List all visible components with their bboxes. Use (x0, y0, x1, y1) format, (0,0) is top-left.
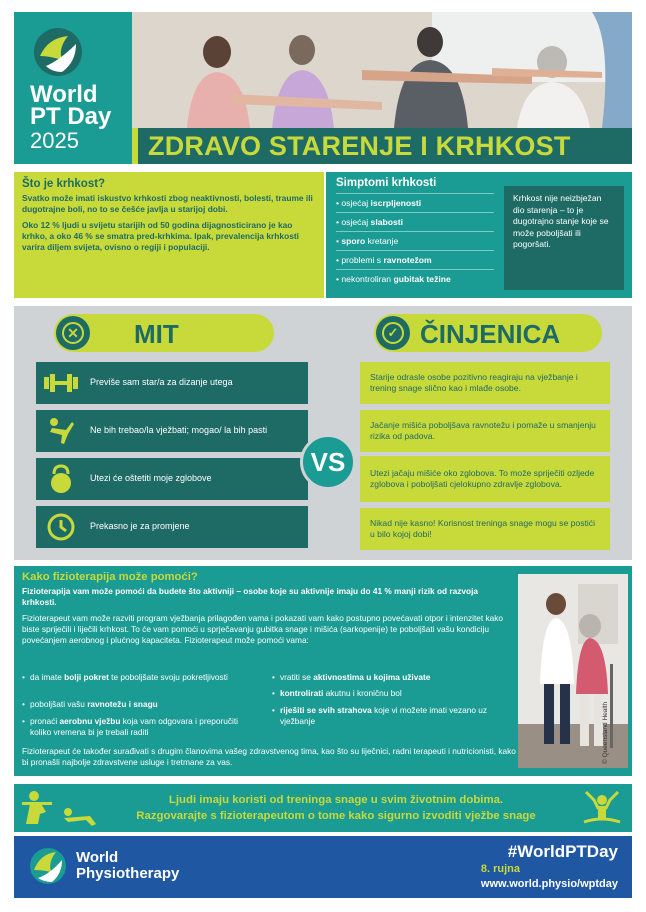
myth-text: Ne bih trebao/la vježbati; mogao/ la bih pasti (90, 425, 268, 436)
symptom-item: • osjećaj slabosti (336, 217, 404, 227)
physio-heading: Kako fizioterapija može pomoći? (22, 571, 198, 583)
footer-org-name: World Physiotherapy (76, 849, 180, 882)
footer (14, 836, 632, 898)
fact-box: Jačanje mišića poboljšava ravnotežu i pomaže u smanjenju rizika od padova. (360, 410, 610, 452)
frailty-heading: Što je krhkost? (22, 178, 106, 190)
physio-intro: Fizioterapija vam može pomoći da budete što aktivniji – osobe koje su aktivnije imaju do 41 % manji rizik od razvoja krhkosti. (22, 586, 478, 607)
symptom-item: • sporo kretanje (336, 236, 399, 246)
myth-text: Utezi će oštetiti moje zglobove (90, 473, 212, 484)
fact-box: Utezi jačaju mišiće oko zglobova. To može spriječiti ozljede zglobova i poboljšati cjelokupno zdravlje zglobova. (360, 456, 610, 502)
world-pt-day-logo (14, 12, 132, 164)
symptoms-divider (336, 193, 494, 194)
header-photo-seniors-exercising (132, 12, 632, 128)
physio-list-item: • riješiti se svih strahova koje vi možete imati vezano uz vježbanje (272, 705, 506, 727)
physio-list-item: • pronaći aerobnu vježbu koja vam odgovara i preporučiti koliko vremena bi je trebali raditi (22, 716, 258, 738)
footer-url[interactable]: www.world.physio/wptday (480, 878, 618, 890)
myth-text: Previše sam star/a za dizanje utega (90, 377, 233, 388)
fact-box: Starije odrasle osobe pozitivno reagiraju na vježbanje i trening snage slično kao i mlađe osobe. (360, 362, 610, 404)
physio-list-item: • da imate bolji pokret te poboljšate svoju pokretljivosti (22, 672, 258, 683)
frailty-symptoms-panel (326, 172, 632, 298)
fact-label: ČINJENICA (420, 319, 561, 349)
myth-text: Prekasno je za promjene (90, 521, 190, 532)
myth-row (36, 410, 308, 452)
physio-list-item: • vratiti se aktivnostima u kojima uživate (272, 672, 506, 683)
banner-line-2: Razgovarajte s fizioterapeutom o tome kako sigurno izvoditi vježbe snage (136, 810, 536, 822)
myth-vs-fact-section (14, 306, 632, 560)
cross-icon: ✕ (56, 316, 90, 350)
world-pt-day-globe-icon (32, 26, 84, 78)
myth-row (36, 362, 308, 404)
banner-line-1: Ljudi imaju koristi od treninga snage u svim životnim dobima. (168, 794, 504, 806)
physio-photo-walking-aid (518, 574, 628, 768)
symptoms-divider (336, 212, 494, 213)
symptoms-divider (336, 250, 494, 251)
physio-closing: Fizioterapeut će također surađivati s drugim članovima vašeg zdravstvenog tima, kao što su liječnici, radni terapeuti i nutricionisti, kako bi pronašli najbolje zdravstvene usluge i tretmane za vas. (22, 746, 516, 767)
symptom-item: • nekontroliran gubitak težine (336, 274, 451, 284)
vs-badge: VS (300, 434, 356, 490)
frailty-note-box: Krhkost nije neizbježan dio starenja – to je dugotrajno stanje koje se može poboljšati ili pogoršati. (504, 186, 624, 290)
frailty-paragraph-2: Oko 12 % ljudi u svijetu starijih od 50 godina dijagnosticirano je kao krhko, a oko 46 % se smatra pred-krhkima. Ipak, prevalencija krhkosti varira diljem svijeta, ovisno o regiji i populaciji. (22, 220, 299, 252)
logo-title-line1: World (30, 81, 98, 108)
physio-list-item: • poboljšati vašu ravnotežu i snagu (22, 699, 258, 710)
myth-label: MIT (134, 319, 179, 349)
what-is-frailty-panel (14, 172, 324, 298)
strength-training-banner (14, 784, 632, 832)
photo-credit: © Queensland Health (602, 701, 609, 764)
how-physio-helps-section (14, 566, 632, 776)
myth-row (36, 506, 308, 548)
dumbbell-icon (36, 373, 86, 393)
myth-row (36, 458, 308, 500)
footer-right-block (481, 842, 618, 892)
check-icon: ✓ (376, 316, 410, 350)
page-title-bar (132, 128, 632, 164)
clock-icon (36, 512, 86, 542)
physio-list-item: • kontrolirati akutnu i kroničnu bol (272, 688, 506, 699)
footer-hashtag: #WorldPTDay (507, 842, 618, 861)
symptom-item: • problemi s ravnotežom (336, 255, 432, 265)
myth-label-pill (54, 314, 274, 352)
symptoms-divider (336, 269, 494, 270)
frailty-paragraph-1: Svatko može imati iskustvo krhkosti zbog neaktivnosti, bolesti, traume ili dugotrajne boli, no to se češće javlja u starijoj dobi. (22, 193, 313, 214)
fact-box: Nikad nije kasno! Korisnost treninga snage mogu se postići u bilo kojoj dobi! (360, 508, 610, 550)
person-lifting-icon (580, 788, 624, 833)
footer-date: 8. rujna (480, 863, 521, 875)
fact-label-pill (374, 314, 602, 352)
logo-year: 2025 (30, 128, 79, 153)
page-title: ZDRAVO STARENJE I KRHKOST (148, 130, 571, 161)
physio-paragraph: Fizioterapeut vam može razviti program vježbanja prilagođen vama i pokazati vam kako postupno povećavati otpor i intenzitet kako biste spriječili i liječili krhkost. To će vam pomoći u sprječavanju gubitka snage i mišića (sarkopenije) te poboljšati vašu kondiciju povećanjem aerobnog i plućnog kapaciteta. Fizioterapeut može pomoći vama: (22, 613, 504, 645)
symptoms-title: Simptomi krhkosti (336, 177, 437, 189)
logo-title-line2: PT Day (30, 103, 112, 130)
falling-person-icon (36, 416, 86, 446)
symptoms-divider (336, 231, 494, 232)
symptom-item: • osjećaj iscrpljenosti (336, 198, 422, 208)
kettlebell-icon (36, 464, 86, 494)
world-physiotherapy-globe-icon (28, 846, 68, 886)
exercise-figures-icon (20, 788, 100, 833)
